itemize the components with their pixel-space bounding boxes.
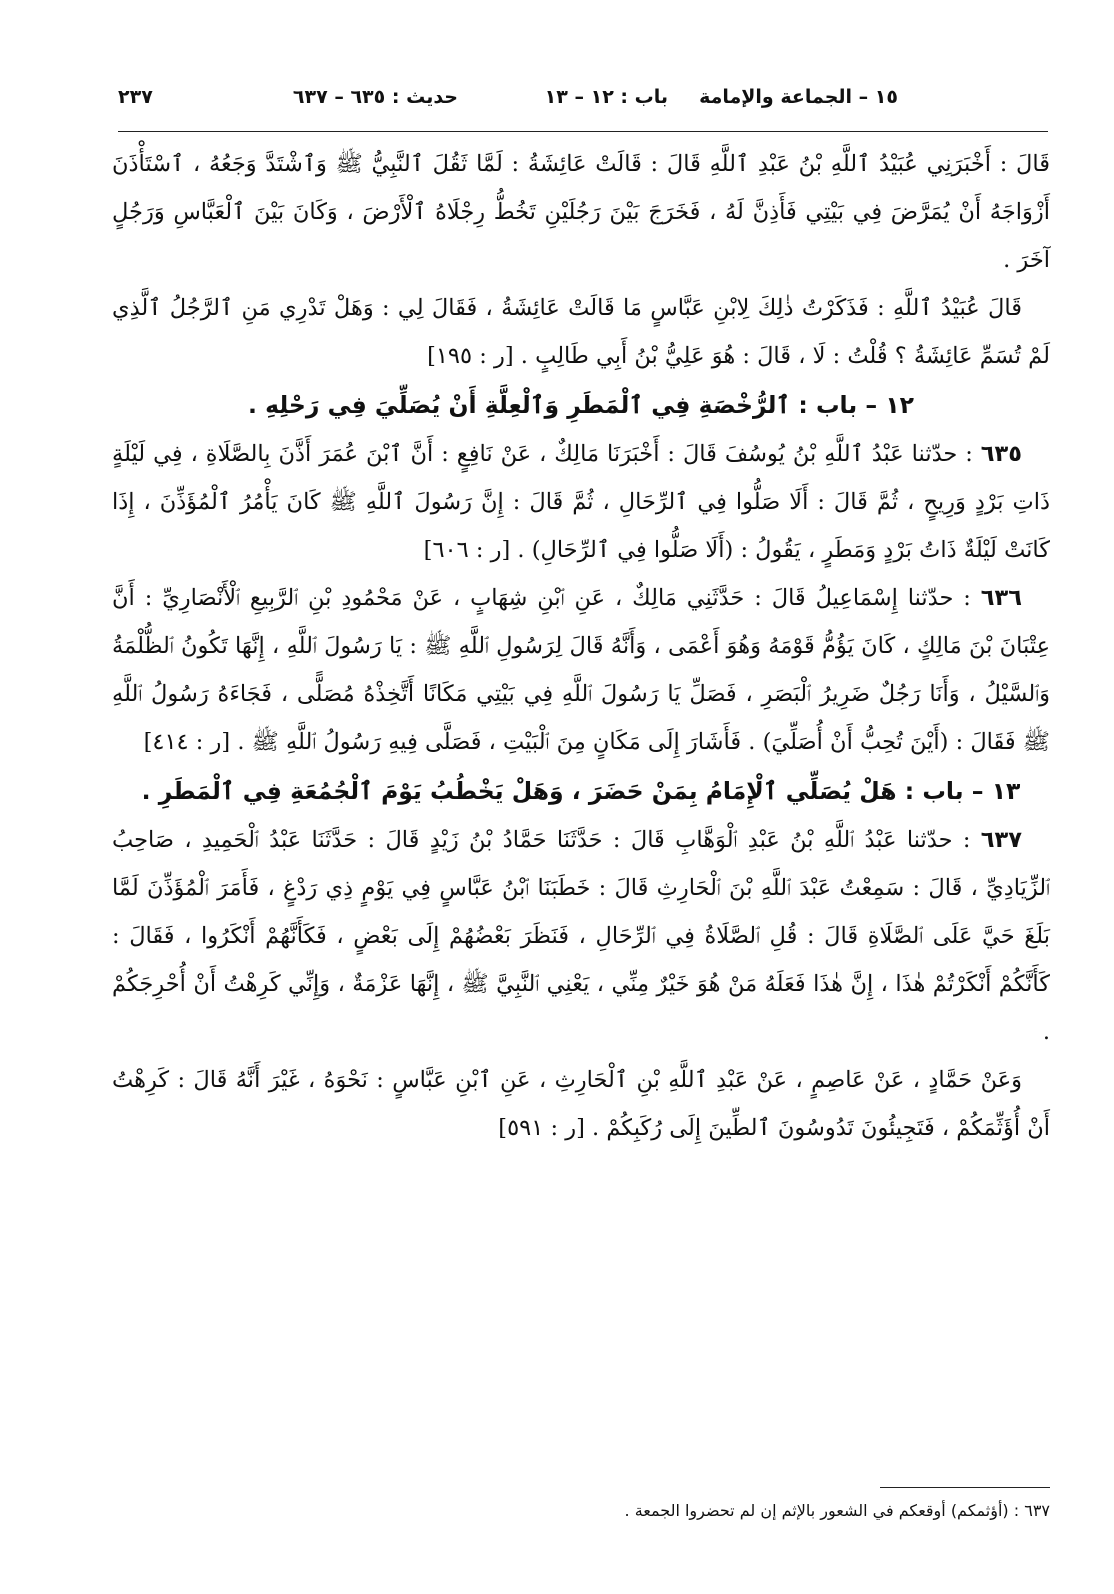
cross-reference: [ر : ٥٩١] <box>498 1115 585 1141</box>
hadith-number: ٦٣٥ <box>980 441 1022 467</box>
cross-reference: [ر : ١٩٥] <box>427 343 514 369</box>
hadith-text: : حدّثنا إِسْمَاعِيلُ قَالَ : حَدَّثَنِي مَالِكٌ ، عَنِ ٱبْنِ شِهَابٍ ، عَنْ مَحْمُودِ بْنِ ٱلرَّبِيعِ ٱلْأَنْصَارِيِّ : أَنَّ عِتْبَانَ بْنَ مَالِكٍ ، كَانَ يَؤُمُّ قَوْمَهُ وَهُوَ أَعْمَى ، وَأَنَّهُ قَالَ لِرَسُولِ ٱللَّهِ ﷺ : يَا رَسُولَ ٱللَّهِ ، إِنَّهَا تَكُونُ ٱلظُّلْمَةُ وَٱلسَّيْلُ ، وَأَنَا رَجُلٌ ضَرِيرُ ٱلْبَصَرِ ، فَصَلِّ يَا رَسُولَ ٱللَّهِ فِي بَيْتِي مَكَانًا أَتَّخِذْهُ مُصَلًّى ، فَجَاءَهُ رَسُولُ ٱللَّهِ ﷺ فَقَالَ : (أَيْنَ تُحِبُّ أَنْ أُصَلِّيَ) . فَأَشَارَ إِلَى مَكَانٍ مِنَ ٱلْبَيْتِ ، فَصَلَّى فِيهِ رَسُولُ ٱللَّهِ ﷺ . <box>112 585 1050 755</box>
header-divider <box>118 131 1048 132</box>
paragraph <box>112 140 1050 284</box>
cross-reference: [ر : ٦٠٦] <box>423 537 511 563</box>
paragraph <box>112 284 1050 380</box>
footnote: ٦٣٧ : (أؤثمكم) أوقعكم في الشعور بالإثم إن لم تحضروا الجمعة . <box>624 1501 1050 1520</box>
bab-range: باب : ١٢ – ١٣ <box>544 86 668 108</box>
hadith-635 <box>112 430 1050 574</box>
hadith-text: وَعَنْ حَمَّادٍ ، عَنْ عَاصِمٍ ، عَنْ عَبْدِ ٱللَّهِ بْنِ ٱلْحَارِثِ ، عَنِ ٱبْنِ عَبَّاسٍ : نَحْوَهُ ، غَيْرَ أَنَّهُ قَالَ : كَرِهْتُ أَنْ أُؤَثِّمَكُمْ ، فَتَجِيئُونَ تَدُوسُونَ ٱلطِّينَ إِلَى رُكَبِكُمْ . <box>112 1067 1050 1141</box>
running-header <box>118 80 1048 120</box>
paragraph-text: قَالَ عُبَيْدُ ٱللَّهِ : فَذَكَرْتُ ذٰلِكَ لِابْنِ عَبَّاسٍ مَا قَالَتْ عَائِشَةُ ، فَقَالَ لِي : وَهَلْ تَدْرِي مَنِ ٱلرَّجُلُ ٱلَّذِي لَمْ تُسَمِّ عَائِشَةُ ؟ قُلْتُ : لَا ، قَالَ : هُوَ عَلِيُّ بْنُ أَبِي طَالِبٍ . <box>112 295 1050 369</box>
bab-heading-12: ١٢ – باب : ٱلرُّخْصَةِ فِي ٱلْمَطَرِ وَٱلْعِلَّةِ أَنْ يُصَلِّيَ فِي رَحْلِهِ . <box>247 391 915 419</box>
hadith-range: حديث : ٦٣٥ – ٦٣٧ <box>292 86 458 108</box>
cross-reference: [ر : ٤١٤] <box>143 729 231 755</box>
main-text <box>112 140 1050 1152</box>
page-number: ٢٣٧ <box>118 86 153 108</box>
hadith-637 <box>112 816 1050 1056</box>
footnote-divider <box>880 1487 1050 1488</box>
hadith-number: ٦٣٧ <box>980 827 1022 853</box>
bab-heading-13: ١٣ – باب : هَلْ يُصَلِّي ٱلْإِمَامُ بِمَنْ حَضَرَ ، وَهَلْ يَخْطُبُ يَوْمَ ٱلْجُمُعَةِ فِي ٱلْمَطَرِ . <box>141 777 1021 805</box>
hadith-636 <box>112 574 1050 766</box>
hadith-text: : حدّثنا عَبْدُ ٱللَّهِ بْنُ يُوسُفَ قَالَ : أَخْبَرَنَا مَالِكٌ ، عَنْ نَافِعٍ : أَنَّ ٱبْنَ عُمَرَ أَذَّنَ بِالصَّلَاةِ ، فِي لَيْلَةٍ ذَاتِ بَرْدٍ وَرِيحٍ ، ثُمَّ قَالَ : أَلَا صَلُّوا فِي ٱلرِّحَالِ ، ثُمَّ قَالَ : إِنَّ رَسُولَ ٱللَّهِ ﷺ كَانَ يَأْمُرُ ٱلْمُؤَذِّنَ ، إِذَا كَانَتْ لَيْلَةٌ ذَاتُ بَرْدٍ وَمَطَرٍ ، يَقُولُ : (أَلَا صَلُّوا فِي ٱلرِّحَالِ) . <box>112 441 1050 563</box>
hadith-637-variant <box>112 1056 1050 1152</box>
paragraph-text: قَالَ : أَخْبَرَنِي عُبَيْدُ ٱللَّهِ بْنُ عَبْدِ ٱللَّهِ قَالَ : قَالَتْ عَائِشَةُ : لَمَّا ثَقُلَ ٱلنَّبِيُّ ﷺ وَٱشْتَدَّ وَجَعُهُ ، ٱسْتَأْذَنَ أَزْوَاجَهُ أَنْ يُمَرَّضَ فِي بَيْتِي فَأَذِنَّ لَهُ ، فَخَرَجَ بَيْنَ رَجُلَيْنِ تَخُطُّ رِجْلَاهُ ٱلْأَرْضَ ، وَكَانَ بَيْنَ ٱلْعَبَّاسِ وَرَجُلٍ آخَرَ . <box>112 151 1050 273</box>
chapter-title: ١٥ – الجماعة والإمامة <box>699 86 898 108</box>
hadith-text: : حدّثنا عَبْدُ ٱللَّهِ بْنُ عَبْدِ ٱلْوَهَّابِ قَالَ : حَدَّثَنَا حَمَّادُ بْنُ زَيْدٍ قَالَ : حَدَّثَنَا عَبْدُ ٱلْحَمِيدِ ، صَاحِبُ ٱلزِّيَادِيِّ ، قَالَ : سَمِعْتُ عَبْدَ ٱللَّهِ بْنَ ٱلْحَارِثِ قَالَ : خَطَبَنَا ٱبْنُ عَبَّاسٍ فِي يَوْمٍ ذِي رَدْغٍ ، فَأَمَرَ ٱلْمُؤَذِّنَ لَمَّا بَلَغَ حَيَّ عَلَى ٱلصَّلَاةِ قَالَ : قُلِ ٱلصَّلَاةُ فِي ٱلرِّحَالِ ، فَنَظَرَ بَعْضُهُمْ إِلَى بَعْضٍ ، فَكَأَنَّهُمْ أَنْكَرُوا ، فَقَالَ : كَأَنَّكُمْ أَنْكَرْتُمْ هٰذَا ، إِنَّ هٰذَا فَعَلَهُ مَنْ هُوَ خَيْرٌ مِنِّي ، يَعْنِي ٱلنَّبِيَّ ﷺ ، إِنَّهَا عَزْمَةٌ ، وَإِنِّي كَرِهْتُ أَنْ أُحْرِجَكُمْ . <box>112 827 1050 1045</box>
hadith-number: ٦٣٦ <box>980 585 1022 611</box>
